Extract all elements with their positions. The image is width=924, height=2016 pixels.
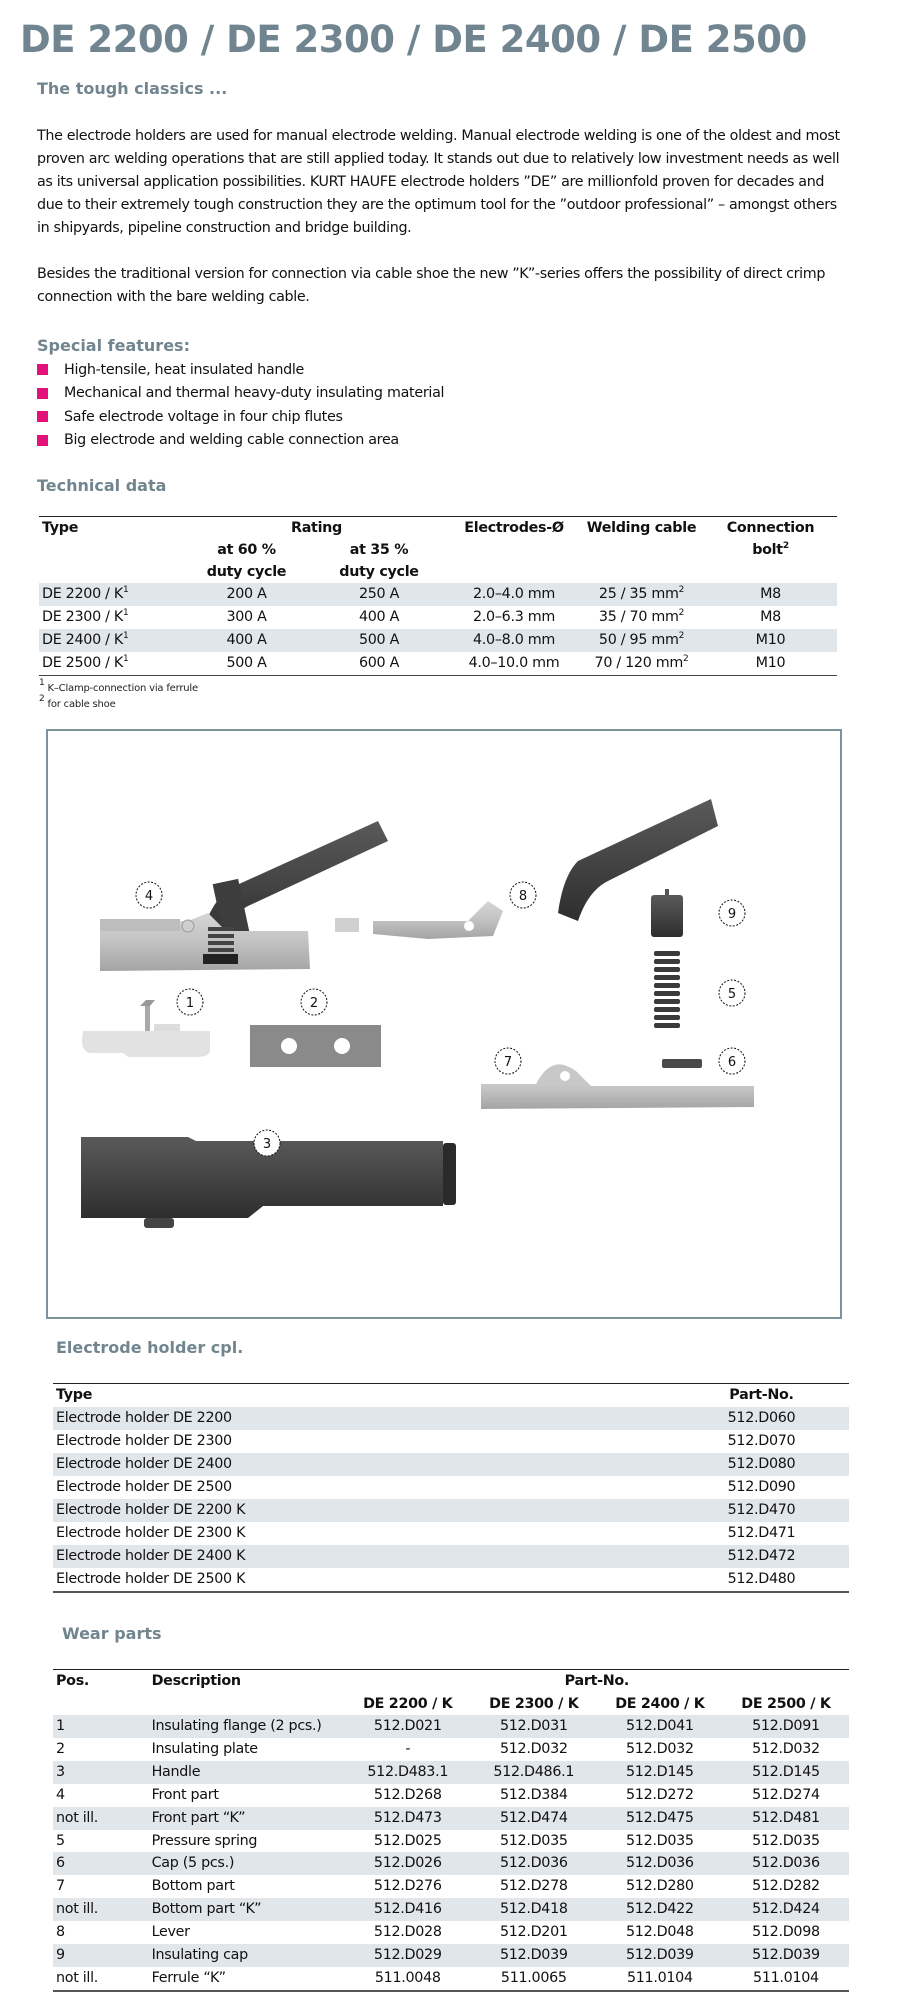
svg-text:8: 8: [518, 889, 528, 904]
cell-part-no: 511.0048: [374, 1969, 441, 1986]
header-connection: Connection: [726, 520, 815, 536]
cell-rating-35: [309, 629, 449, 652]
cell-rating-35: [309, 652, 449, 676]
cell-cable: [579, 583, 704, 606]
footnote-mark: 2: [39, 694, 45, 704]
cell-pos: not ill.: [56, 1901, 99, 1918]
cell-description: Lever: [151, 1924, 190, 1941]
cell-electrodes-text: 4.0–10.0 mm: [468, 655, 560, 671]
cell-type-text: DE 2400 / K: [42, 632, 123, 648]
table-row: [53, 1715, 849, 1738]
cell-type: [39, 629, 184, 652]
table-row: [53, 1522, 849, 1545]
feature-text: Safe electrode voltage in four chip flutes: [64, 408, 343, 425]
cell-part-no: 512.D472: [727, 1548, 796, 1564]
callout-9: [719, 900, 745, 926]
cell-description: Cap (5 pcs.): [151, 1855, 235, 1872]
superscript: 2: [678, 585, 685, 595]
wear-parts-table: [53, 1669, 849, 1992]
cell-electrodes: [449, 606, 579, 629]
cell-bolt-text: M8: [760, 609, 781, 625]
cell-pos: 4: [56, 1786, 65, 1803]
cell-part-no: 512.D268: [373, 1786, 442, 1803]
table-row: [53, 1761, 849, 1784]
table-row: [53, 1738, 849, 1761]
cell-description: Front part “K”: [151, 1809, 246, 1826]
cell-part-no: 512.D070: [727, 1433, 796, 1449]
cell-part-no: 512.D021: [373, 1718, 442, 1734]
table-header-row: [39, 561, 837, 583]
page-title: DE 2200 / DE 2300 / DE 2400 / DE 2500: [20, 18, 807, 61]
table-row: [39, 652, 837, 676]
cell-bolt: [704, 583, 837, 606]
intro-paragraph: The electrode holders are used for manual electrode welding. Manual electrode welding is one of the oldest and most proven arc welding operations that are still applied today. It stands out due to relatively low investment needs as well as its universal application possibilities. KURT HAUFE electrode holders ”DE” are millionfold proven for decades and due to their extremely tough construction they are the optimum tool for the ”outdoor professional” – amongst others in shipyards, pipeline construction and bridge building.: [37, 128, 840, 236]
feature-text: High-tensile, heat insulated handle: [64, 361, 305, 378]
svg-text:4: 4: [144, 889, 154, 904]
cell-part-no: 512.D145: [626, 1763, 694, 1780]
superscript: 1: [122, 608, 129, 618]
table-header-row: [53, 1384, 849, 1408]
superscript: 2: [678, 631, 685, 641]
cell-pos: 8: [56, 1924, 65, 1941]
cell-type: [39, 652, 184, 676]
svg-text:7: 7: [503, 1055, 513, 1070]
cell-rating-35-text: 600 A: [358, 655, 400, 671]
header-connection-2: [704, 539, 837, 561]
header-model: DE 2300 / K: [489, 1695, 579, 1712]
cell-electrodes-text: 2.0–4.0 mm: [472, 586, 556, 602]
cell-part-no: 512.D276: [373, 1878, 442, 1895]
cell-rating-35-text: 250 A: [358, 586, 400, 602]
header-electrodes: Electrodes-Ø: [464, 520, 564, 536]
cell-part-no: 512.D201: [499, 1924, 568, 1941]
table-row: [53, 1807, 849, 1830]
cell-part-no: 512.D035: [626, 1832, 694, 1849]
callout-7: [495, 1048, 521, 1074]
electrode-holder-table: [53, 1383, 849, 1593]
cell-type: [39, 606, 184, 629]
pressure-spring-image: [654, 951, 680, 1028]
feature-item: [37, 382, 444, 406]
cell-part-no: 512.D035: [499, 1832, 568, 1849]
callout-2: [301, 989, 327, 1015]
cell-part-no: 512.D036: [752, 1855, 820, 1872]
superscript: 2: [678, 608, 685, 618]
wear-parts-heading: Wear parts: [62, 1624, 162, 1643]
cell-description: Insulating plate: [151, 1740, 258, 1757]
cell-pos: 6: [56, 1855, 65, 1872]
cell-bolt-text: M10: [755, 655, 786, 671]
cell-bolt-text: M10: [755, 632, 786, 648]
svg-text:6: 6: [727, 1055, 737, 1070]
cell-part-no: 511.0104: [626, 1969, 693, 1986]
superscript: 2: [683, 654, 689, 664]
cell-part-no: 512.D090: [727, 1479, 796, 1495]
cell-part-no: 512.D098: [752, 1924, 820, 1941]
footnote-mark: 2: [782, 541, 789, 551]
cell-part-no: 512.D048: [626, 1924, 694, 1941]
header-model: DE 2400 / K: [615, 1695, 705, 1712]
cell-part-no: 512.D282: [752, 1878, 820, 1895]
cell-part-no: 512.D272: [626, 1786, 694, 1803]
cell-part-no: -: [405, 1740, 411, 1757]
table-header-row: [53, 1693, 849, 1716]
cell-part-no: 512.D028: [373, 1924, 442, 1941]
footnote: [39, 694, 116, 710]
cell-part-no: 512.D145: [752, 1763, 820, 1780]
table-header-row: [39, 517, 837, 540]
table-row: [53, 1852, 849, 1875]
cell-description: Front part: [151, 1786, 219, 1803]
cell-type-text: DE 2200 / K: [42, 586, 123, 602]
cell-electrodes: [449, 652, 579, 676]
cell-part-no: 512.D384: [499, 1786, 568, 1803]
bullet-square-icon: [37, 388, 48, 399]
table-row: [53, 1784, 849, 1807]
bottom-part-image: [481, 1064, 754, 1109]
superscript: 1: [122, 654, 129, 664]
cell-pos: 1: [56, 1718, 65, 1734]
technical-heading: Technical data: [37, 476, 167, 495]
table-row: [53, 1944, 849, 1967]
cell-part-no: 512.D026: [373, 1855, 442, 1872]
header-duty60-cycle: duty cycle: [206, 564, 287, 580]
callout-5: [719, 980, 745, 1006]
cell-description: Insulating flange (2 pcs.): [151, 1718, 322, 1734]
svg-text:2: 2: [309, 996, 319, 1011]
cell-part-no: 512.D032: [499, 1740, 568, 1757]
footnote-text: for cable shoe: [47, 699, 116, 710]
callout-4: [136, 882, 162, 908]
cell-cable: [579, 652, 704, 676]
cell-rating-60-text: 400 A: [226, 632, 267, 648]
cell-part-no: 512.D418: [499, 1901, 568, 1918]
header-model: DE 2500 / K: [741, 1695, 831, 1712]
cell-rating-60: [184, 606, 309, 629]
features-list: [37, 358, 444, 452]
header-duty35: at 35 %: [349, 542, 409, 558]
cell-part-no: 512.D473: [373, 1809, 442, 1826]
cell-rating-60: [184, 652, 309, 676]
bullet-square-icon: [37, 411, 48, 422]
header-part-no: Part-No.: [564, 1673, 630, 1689]
cap-image: [662, 1059, 702, 1068]
cell-description: Bottom part “K”: [151, 1901, 262, 1918]
insulating-cap-image: [651, 889, 683, 937]
cell-part-no: 512.D080: [727, 1456, 796, 1472]
cell-part-no: 512.D470: [727, 1502, 796, 1518]
cell-rating-35-text: 500 A: [358, 632, 400, 648]
table-row: [39, 583, 837, 606]
cell-type: Electrode holder DE 2400: [56, 1456, 232, 1472]
callout-3: [254, 1130, 280, 1156]
svg-text:1: 1: [185, 996, 195, 1011]
cell-bolt: [704, 652, 837, 676]
cell-rating-60-text: 200 A: [226, 586, 267, 602]
cell-part-no: 512.D036: [499, 1855, 568, 1872]
cell-rating-60-text: 500 A: [226, 655, 267, 671]
cell-cable-text: 35 / 70 mm: [598, 609, 679, 625]
cell-part-no: 511.0104: [753, 1969, 819, 1986]
cell-part-no: 511.0065: [500, 1969, 567, 1986]
footnote-text: K–Clamp-connection via ferrule: [47, 683, 198, 694]
cell-bolt: [704, 629, 837, 652]
cell-part-no: 512.D480: [727, 1571, 796, 1587]
cell-part-no: 512.D422: [626, 1901, 694, 1918]
cell-rating-60: [184, 583, 309, 606]
header-bolt: bolt: [752, 542, 783, 558]
cell-rating-35-text: 400 A: [358, 609, 400, 625]
cell-cable-text: 25 / 35 mm: [598, 586, 679, 602]
cell-part-no: 512.D424: [752, 1901, 820, 1918]
cell-electrodes-text: 2.0–6.3 mm: [472, 609, 556, 625]
cell-part-no: 512.D029: [373, 1947, 442, 1964]
cell-pos: 7: [56, 1878, 65, 1895]
cell-type: Electrode holder DE 2300 K: [56, 1525, 246, 1541]
cell-part-no: 512.D036: [626, 1855, 694, 1872]
bullet-square-icon: [37, 364, 48, 375]
cell-type: [39, 583, 184, 606]
cell-part-no: 512.D483.1: [367, 1763, 449, 1780]
cell-rating-35: [309, 606, 449, 629]
header-type: Type: [42, 520, 79, 536]
insulating-plate-image: [250, 1025, 381, 1067]
intro-text: [37, 125, 847, 332]
cell-part-no: 512.D416: [373, 1901, 442, 1918]
table-header-row: [39, 539, 837, 561]
cell-type: Electrode holder DE 2500: [56, 1479, 232, 1495]
table-row: [53, 1830, 849, 1853]
table-row: [53, 1476, 849, 1499]
technical-data-table: [39, 516, 837, 676]
table-header-row: [53, 1670, 849, 1693]
table-row: [39, 629, 837, 652]
table-row: [53, 1568, 849, 1592]
svg-text:9: 9: [727, 907, 737, 922]
cell-type: Electrode holder DE 2500 K: [56, 1571, 246, 1587]
cell-description: Pressure spring: [151, 1832, 258, 1849]
cell-pos: 3: [56, 1763, 65, 1780]
table-row: [53, 1921, 849, 1944]
table-row: [53, 1407, 849, 1430]
cell-rating-60: [184, 629, 309, 652]
cell-part-no: 512.D471: [727, 1525, 796, 1541]
features-heading: Special features:: [37, 336, 190, 355]
feature-item: [37, 405, 444, 429]
header-part-no: Part-No.: [729, 1387, 794, 1403]
cell-type-text: DE 2500 / K: [42, 655, 123, 671]
cell-type: Electrode holder DE 2300: [56, 1433, 232, 1449]
superscript: 1: [122, 585, 129, 595]
svg-text:3: 3: [262, 1137, 272, 1152]
feature-text: Big electrode and welding cable connection area: [64, 432, 399, 449]
cell-part-no: 512.D035: [752, 1832, 820, 1849]
cell-electrodes: [449, 629, 579, 652]
cell-part-no: 512.D025: [373, 1832, 442, 1849]
cell-part-no: 512.D280: [626, 1878, 694, 1895]
cell-part-no: 512.D039: [626, 1947, 694, 1964]
electrode-holder-heading: Electrode holder cpl.: [56, 1338, 244, 1357]
table-row: [53, 1430, 849, 1453]
table-row: [53, 1875, 849, 1898]
cell-description: Ferrule “K”: [151, 1969, 226, 1986]
header-duty60: at 60 %: [217, 542, 276, 558]
callout-1: [177, 989, 203, 1015]
cell-pos: 5: [56, 1832, 65, 1849]
table-row: [39, 606, 837, 629]
intro-paragraph: Besides the traditional version for connection via cable shoe the new ”K”-series offers the possibility of direct crimp connection with the bare welding cable.: [37, 266, 826, 305]
cell-part-no: 512.D475: [626, 1809, 694, 1826]
header-rating: Rating: [290, 520, 342, 536]
cell-type: Electrode holder DE 2400 K: [56, 1548, 246, 1564]
cell-description: Handle: [151, 1763, 201, 1780]
header-pos: Pos.: [56, 1673, 90, 1689]
footnote: [39, 678, 198, 694]
header-type: Type: [56, 1387, 93, 1403]
table-row: [53, 1967, 849, 1991]
cell-part-no: 512.D032: [752, 1740, 820, 1757]
feature-text: Mechanical and thermal heavy-duty insulating material: [64, 385, 445, 402]
header-cable: Welding cable: [586, 520, 697, 536]
table-row: [53, 1453, 849, 1476]
table-row: [53, 1545, 849, 1568]
header-duty35-cycle: duty cycle: [339, 564, 419, 580]
cell-part-no: 512.D060: [727, 1410, 796, 1426]
cell-cable: [579, 606, 704, 629]
table-row: [53, 1499, 849, 1522]
cell-pos: not ill.: [56, 1969, 99, 1986]
cell-part-no: 512.D474: [499, 1809, 568, 1826]
subtitle: The tough classics ...: [37, 79, 228, 98]
cell-electrodes-text: 4.0–8.0 mm: [472, 632, 556, 648]
cell-bolt: [704, 606, 837, 629]
cell-part-no: 512.D039: [752, 1947, 820, 1964]
exploded-view-figure: [46, 729, 842, 1319]
cell-electrodes: [449, 583, 579, 606]
cell-cable-text: 70 / 120 mm: [594, 655, 684, 671]
cell-part-no: 512.D091: [752, 1718, 820, 1734]
cell-rating-60-text: 300 A: [226, 609, 267, 625]
cell-part-no: 512.D274: [752, 1786, 820, 1803]
cell-pos: not ill.: [56, 1809, 99, 1826]
cell-cable: [579, 629, 704, 652]
svg-text:5: 5: [727, 987, 737, 1002]
superscript: 1: [122, 631, 129, 641]
cell-rating-35: [309, 583, 449, 606]
table-row: [53, 1898, 849, 1921]
cell-pos: 9: [56, 1947, 65, 1964]
bullet-square-icon: [37, 435, 48, 446]
callout-8: [510, 882, 536, 908]
parts-illustration: [48, 731, 844, 1321]
footnote-mark: 1: [39, 678, 45, 688]
cell-type: Electrode holder DE 2200: [56, 1410, 232, 1426]
cell-cable-text: 50 / 95 mm: [598, 632, 679, 648]
cell-part-no: 512.D039: [499, 1947, 568, 1964]
cell-type-text: DE 2300 / K: [42, 609, 123, 625]
cell-part-no: 512.D041: [626, 1718, 694, 1734]
feature-item: [37, 429, 444, 453]
cell-type: Electrode holder DE 2200 K: [56, 1502, 246, 1518]
cell-part-no: 512.D032: [626, 1740, 694, 1757]
cell-part-no: 512.D486.1: [493, 1763, 575, 1780]
callout-6: [719, 1048, 745, 1074]
cell-description: Bottom part: [151, 1878, 235, 1895]
header-description: Description: [151, 1673, 241, 1689]
feature-item: [37, 358, 444, 382]
cell-pos: 2: [56, 1740, 65, 1757]
cell-description: Insulating cap: [151, 1947, 248, 1964]
cell-bolt-text: M8: [760, 586, 781, 602]
cell-part-no: 512.D278: [499, 1878, 568, 1895]
header-model: DE 2200 / K: [363, 1695, 453, 1712]
cell-part-no: 512.D481: [752, 1809, 820, 1826]
cell-part-no: 512.D031: [499, 1718, 568, 1734]
